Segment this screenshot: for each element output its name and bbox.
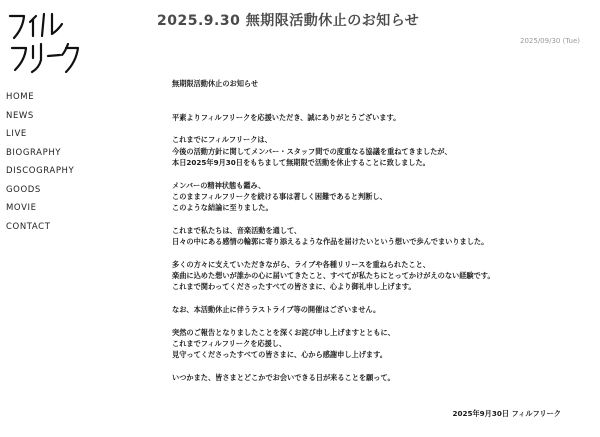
band-logo-image — [6, 8, 84, 74]
paragraph-line: 本日2025年9月30日をもちまして無期限で活動を休止することに致しました。 — [172, 158, 430, 168]
nav-item-discography[interactable]: DISCOGRAPHY — [6, 166, 75, 176]
paragraph-line: 今後の活動方針に関してメンバー・スタッフ間での度重なる協議を重ねてきましたが、 — [172, 146, 452, 156]
article-signature: 2025年9月30日 フィルフリーク — [452, 409, 561, 418]
article-heading: 無期限活動休止のお知らせ — [172, 79, 259, 88]
paragraph-line: これまで関わってくださったすべての皆さまに、心より御礼申し上げます。 — [172, 282, 416, 292]
nav-item-live[interactable]: LIVE — [6, 129, 27, 139]
nav-item-biography[interactable]: BIOGRAPHY — [6, 147, 62, 158]
paragraph-line: このような結論に至りました。 — [172, 203, 273, 213]
paragraph-line: これまで私たちは、音楽活動を通して、 — [172, 225, 302, 235]
article-body — [172, 78, 582, 383]
article-paragraphs — [172, 112, 582, 383]
paragraph-line: 多くの方々に支えていただきながら、ライブや各種リリースを重ねられたこと、 — [172, 259, 430, 269]
paragraph-line: 楽曲に込めた想いが誰かの心に届いてきたこと、すべてが私たちにとってかけがえのない経験です。 — [172, 271, 495, 281]
sidebar-nav — [6, 91, 74, 239]
article-title: 2025.9.30 無期限活動休止のお知らせ — [157, 13, 420, 29]
paragraph-line: これまでフィルフリークを応援し、 — [172, 338, 287, 348]
nav-item-news[interactable]: NEWS — [6, 110, 34, 121]
nav-item-home[interactable]: HOME — [6, 92, 35, 102]
nav-item-movie[interactable]: MOVIE — [6, 203, 37, 213]
article-date: 2025/09/30 (Tue) — [520, 37, 580, 45]
paragraph-line: 日々の中にある感情の輪郭に寄り添えるような作品を届けたいという想いで歩んでまいりました。 — [172, 237, 489, 247]
paragraph-line: 突然のご報告となりましたことを深くお詫び申し上げますとともに、 — [172, 327, 395, 337]
band-logo[interactable] — [6, 8, 84, 74]
paragraph-line: このままフィルフリークを続ける事は著しく困難であると判断し、 — [172, 191, 387, 201]
paragraph-line: これまでにフィルフリークは、 — [172, 135, 272, 145]
paragraph-line: メンバーの精神状態も鑑み、 — [172, 180, 266, 190]
nav-item-goods[interactable]: GOODS — [6, 184, 41, 195]
paragraph-line: なお、本活動休止に伴うラストライブ等の開催はございません。 — [172, 304, 381, 314]
paragraph-line: 平素よりフィルフリークを応援いただき、誠にありがとうございます。 — [172, 112, 401, 122]
nav-item-contact[interactable]: CONTACT — [6, 221, 51, 232]
paragraph-line: いつかまた、皆さまとどこかでお会いできる日が来ることを願って。 — [172, 372, 395, 382]
paragraph-line: 見守ってくださったすべての皆さまに、心から感謝申し上げます。 — [172, 350, 387, 360]
